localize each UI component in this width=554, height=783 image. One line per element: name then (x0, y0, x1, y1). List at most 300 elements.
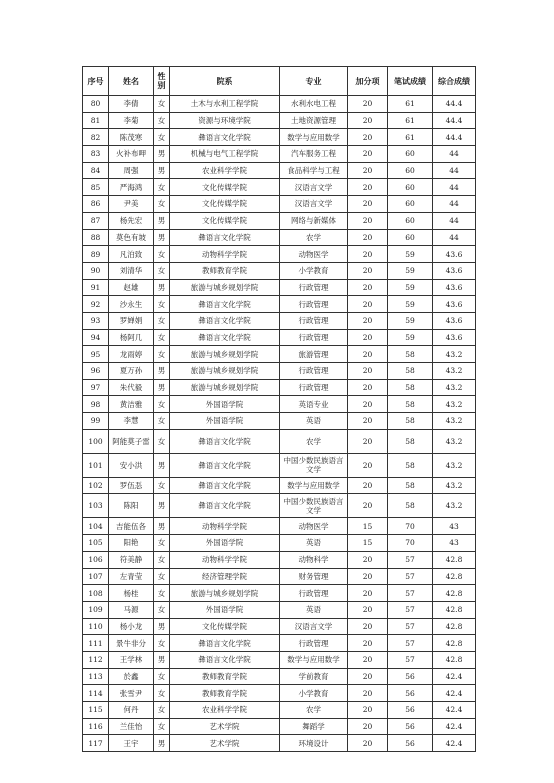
cell-major: 食品科学与工程 (280, 162, 348, 179)
cell-dept: 彝语言文化学院 (170, 429, 280, 453)
cell-no: 113 (83, 668, 109, 685)
cell-total: 43.6 (433, 312, 476, 329)
cell-no: 105 (83, 535, 109, 552)
cell-name: 朱代毅 (109, 379, 154, 396)
cell-name: 陈茂寒 (109, 129, 154, 146)
cell-dept: 艺术学院 (170, 735, 280, 752)
cell-no: 115 (83, 702, 109, 719)
cell-sex: 女 (154, 585, 170, 602)
cell-no: 106 (83, 551, 109, 568)
cell-sex: 男 (154, 735, 170, 752)
cell-sex: 女 (154, 685, 170, 702)
cell-major: 行政管理 (280, 635, 348, 652)
cell-name: 景牛非分 (109, 635, 154, 652)
cell-name: 李倩 (109, 96, 154, 113)
cell-total: 44 (433, 179, 476, 196)
cell-no: 111 (83, 635, 109, 652)
cell-major: 动物医学 (280, 246, 348, 263)
cell-written: 58 (388, 413, 433, 430)
cell-sex: 女 (154, 312, 170, 329)
header-bonus: 加分项 (348, 67, 388, 96)
cell-major: 数学与应用数学 (280, 477, 348, 494)
cell-written: 57 (388, 635, 433, 652)
cell-name: 龙雨婷 (109, 346, 154, 363)
cell-name: 杨阿几 (109, 329, 154, 346)
table-row (83, 618, 476, 635)
cell-total: 43.2 (433, 413, 476, 430)
cell-sex: 女 (154, 296, 170, 313)
cell-bonus: 20 (348, 702, 388, 719)
cell-bonus: 20 (348, 477, 388, 494)
cell-dept: 外国语学院 (170, 413, 280, 430)
cell-sex: 女 (154, 346, 170, 363)
cell-written: 59 (388, 296, 433, 313)
cell-no: 93 (83, 312, 109, 329)
cell-written: 60 (388, 196, 433, 213)
cell-dept: 旅游与城乡规划学院 (170, 279, 280, 296)
cell-major: 汉语言文学 (280, 179, 348, 196)
cell-total: 43.2 (433, 363, 476, 380)
cell-sex: 男 (154, 212, 170, 229)
cell-bonus: 20 (348, 296, 388, 313)
cell-total: 43.6 (433, 246, 476, 263)
cell-major: 行政管理 (280, 585, 348, 602)
cell-name: 刘清华 (109, 262, 154, 279)
cell-bonus: 20 (348, 129, 388, 146)
cell-no: 86 (83, 196, 109, 213)
cell-major: 行政管理 (280, 296, 348, 313)
cell-written: 70 (388, 535, 433, 552)
cell-total: 42.4 (433, 685, 476, 702)
cell-bonus: 20 (348, 585, 388, 602)
cell-dept: 教师教育学院 (170, 262, 280, 279)
cell-written: 58 (388, 494, 433, 518)
cell-written: 56 (388, 685, 433, 702)
cell-dept: 动物科学学院 (170, 518, 280, 535)
cell-sex: 女 (154, 635, 170, 652)
cell-dept: 彝语言文化学院 (170, 129, 280, 146)
cell-bonus: 20 (348, 429, 388, 453)
cell-bonus: 20 (348, 229, 388, 246)
cell-sex: 女 (154, 551, 170, 568)
header-major: 专业 (280, 67, 348, 96)
header-dept: 院系 (170, 67, 280, 96)
cell-no: 84 (83, 162, 109, 179)
cell-name: 符美静 (109, 551, 154, 568)
header-total: 综合成绩 (433, 67, 476, 96)
cell-no: 85 (83, 179, 109, 196)
cell-bonus: 20 (348, 96, 388, 113)
cell-major: 学前教育 (280, 668, 348, 685)
cell-total: 44.4 (433, 129, 476, 146)
cell-total: 44 (433, 146, 476, 163)
header-no: 序号 (83, 67, 109, 96)
cell-major: 农学 (280, 229, 348, 246)
table-row (83, 668, 476, 685)
table-row (83, 685, 476, 702)
cell-bonus: 20 (348, 601, 388, 618)
cell-dept: 动物科学学院 (170, 551, 280, 568)
cell-bonus: 20 (348, 668, 388, 685)
cell-total: 43.6 (433, 279, 476, 296)
table-row (83, 651, 476, 668)
table-row (83, 279, 476, 296)
table-row (83, 601, 476, 618)
table-row (83, 396, 476, 413)
cell-major: 英语 (280, 601, 348, 618)
cell-bonus: 20 (348, 494, 388, 518)
cell-bonus: 20 (348, 685, 388, 702)
cell-dept: 文化传媒学院 (170, 212, 280, 229)
cell-bonus: 20 (348, 718, 388, 735)
header-row (83, 67, 476, 96)
cell-bonus: 20 (348, 735, 388, 752)
cell-written: 60 (388, 179, 433, 196)
cell-name: 尹美 (109, 196, 154, 213)
cell-bonus: 20 (348, 635, 388, 652)
cell-bonus: 20 (348, 363, 388, 380)
table-row (83, 413, 476, 430)
cell-no: 101 (83, 453, 109, 477)
table-row (83, 735, 476, 752)
cell-total: 43.2 (433, 477, 476, 494)
table-row (83, 494, 476, 518)
cell-sex: 女 (154, 196, 170, 213)
cell-major: 农学 (280, 429, 348, 453)
cell-major: 财务管理 (280, 568, 348, 585)
cell-written: 58 (388, 429, 433, 453)
table-body (83, 96, 476, 752)
cell-no: 95 (83, 346, 109, 363)
cell-name: 左青莹 (109, 568, 154, 585)
cell-written: 57 (388, 568, 433, 585)
cell-major: 汉语言文学 (280, 196, 348, 213)
table-row (83, 518, 476, 535)
cell-sex: 女 (154, 568, 170, 585)
cell-name: 莫色有坡 (109, 229, 154, 246)
cell-bonus: 20 (348, 379, 388, 396)
cell-total: 42.4 (433, 702, 476, 719)
cell-major: 土地资源管理 (280, 112, 348, 129)
cell-total: 43 (433, 535, 476, 552)
cell-major: 行政管理 (280, 312, 348, 329)
table-row (83, 129, 476, 146)
cell-bonus: 20 (348, 551, 388, 568)
cell-sex: 女 (154, 246, 170, 263)
cell-written: 61 (388, 129, 433, 146)
table-row (83, 568, 476, 585)
table-row (83, 262, 476, 279)
cell-total: 44.4 (433, 96, 476, 113)
cell-no: 87 (83, 212, 109, 229)
cell-sex: 女 (154, 702, 170, 719)
cell-major: 水利水电工程 (280, 96, 348, 113)
cell-bonus: 20 (348, 651, 388, 668)
cell-dept: 教师教育学院 (170, 668, 280, 685)
cell-written: 60 (388, 162, 433, 179)
cell-bonus: 20 (348, 196, 388, 213)
cell-dept: 旅游与城乡规划学院 (170, 346, 280, 363)
cell-dept: 彝语言文化学院 (170, 494, 280, 518)
cell-name: 凡泊致 (109, 246, 154, 263)
score-table (82, 66, 476, 752)
cell-dept: 农业科学学院 (170, 162, 280, 179)
cell-no: 108 (83, 585, 109, 602)
cell-dept: 彝语言文化学院 (170, 635, 280, 652)
cell-sex: 男 (154, 651, 170, 668)
cell-no: 102 (83, 477, 109, 494)
cell-sex: 男 (154, 518, 170, 535)
cell-dept: 农业科学学院 (170, 702, 280, 719)
cell-bonus: 20 (348, 212, 388, 229)
cell-sex: 女 (154, 601, 170, 618)
cell-name: 陈阳 (109, 494, 154, 518)
cell-major: 数学与应用数学 (280, 651, 348, 668)
cell-no: 109 (83, 601, 109, 618)
cell-dept: 资源与环境学院 (170, 112, 280, 129)
header-name: 姓名 (109, 67, 154, 96)
header-written: 笔试成绩 (388, 67, 433, 96)
table-row (83, 363, 476, 380)
cell-written: 60 (388, 229, 433, 246)
cell-written: 60 (388, 146, 433, 163)
cell-dept: 旅游与城乡规划学院 (170, 585, 280, 602)
cell-total: 43.2 (433, 379, 476, 396)
cell-no: 107 (83, 568, 109, 585)
cell-sex: 女 (154, 718, 170, 735)
cell-bonus: 20 (348, 413, 388, 430)
cell-total: 44.4 (433, 112, 476, 129)
cell-dept: 文化传媒学院 (170, 179, 280, 196)
cell-no: 103 (83, 494, 109, 518)
table-row (83, 585, 476, 602)
cell-written: 61 (388, 112, 433, 129)
cell-major: 网络与新媒体 (280, 212, 348, 229)
table-header (83, 67, 476, 96)
cell-total: 44 (433, 212, 476, 229)
table-row (83, 146, 476, 163)
cell-sex: 女 (154, 262, 170, 279)
cell-total: 43.6 (433, 329, 476, 346)
cell-no: 112 (83, 651, 109, 668)
table-row (83, 346, 476, 363)
cell-written: 56 (388, 702, 433, 719)
cell-dept: 旅游与城乡规划学院 (170, 379, 280, 396)
cell-dept: 彝语言文化学院 (170, 296, 280, 313)
cell-written: 59 (388, 279, 433, 296)
cell-written: 59 (388, 312, 433, 329)
cell-written: 58 (388, 477, 433, 494)
cell-major: 行政管理 (280, 379, 348, 396)
table-row (83, 96, 476, 113)
cell-written: 56 (388, 668, 433, 685)
cell-sex: 男 (154, 146, 170, 163)
cell-name: 於鑫 (109, 668, 154, 685)
cell-name: 阿能莫子雷 (109, 429, 154, 453)
cell-name: 周强 (109, 162, 154, 179)
cell-bonus: 15 (348, 535, 388, 552)
table-row (83, 477, 476, 494)
cell-bonus: 20 (348, 312, 388, 329)
cell-name: 兰佳怡 (109, 718, 154, 735)
cell-dept: 彝语言文化学院 (170, 229, 280, 246)
cell-bonus: 20 (348, 346, 388, 363)
table-row (83, 329, 476, 346)
cell-name: 夏万孙 (109, 363, 154, 380)
cell-sex: 女 (154, 329, 170, 346)
cell-dept: 土木与水利工程学院 (170, 96, 280, 113)
cell-no: 100 (83, 429, 109, 453)
table-row (83, 196, 476, 213)
cell-bonus: 20 (348, 329, 388, 346)
cell-total: 42.8 (433, 635, 476, 652)
cell-name: 罗伍忢 (109, 477, 154, 494)
cell-major: 数学与应用数学 (280, 129, 348, 146)
table-row (83, 179, 476, 196)
cell-dept: 教师教育学院 (170, 685, 280, 702)
cell-total: 42.8 (433, 601, 476, 618)
cell-no: 91 (83, 279, 109, 296)
cell-total: 43.6 (433, 262, 476, 279)
cell-written: 70 (388, 518, 433, 535)
cell-name: 马源 (109, 601, 154, 618)
cell-sex: 女 (154, 413, 170, 430)
cell-dept: 彝语言文化学院 (170, 477, 280, 494)
cell-dept: 彝语言文化学院 (170, 329, 280, 346)
cell-no: 89 (83, 246, 109, 263)
cell-name: 杨小龙 (109, 618, 154, 635)
cell-major: 舞蹈学 (280, 718, 348, 735)
cell-bonus: 20 (348, 262, 388, 279)
cell-no: 99 (83, 413, 109, 430)
cell-sex: 女 (154, 535, 170, 552)
cell-dept: 外国语学院 (170, 396, 280, 413)
cell-name: 王宇 (109, 735, 154, 752)
cell-total: 42.4 (433, 718, 476, 735)
table-row (83, 535, 476, 552)
cell-total: 43.2 (433, 346, 476, 363)
cell-no: 80 (83, 96, 109, 113)
cell-name: 杨先宏 (109, 212, 154, 229)
cell-dept: 动物科学学院 (170, 246, 280, 263)
cell-dept: 外国语学院 (170, 601, 280, 618)
cell-total: 42.8 (433, 585, 476, 602)
table-row (83, 212, 476, 229)
cell-total: 43.2 (433, 396, 476, 413)
cell-name: 杨桂 (109, 585, 154, 602)
cell-total: 43 (433, 518, 476, 535)
cell-written: 58 (388, 396, 433, 413)
table-row (83, 551, 476, 568)
cell-no: 97 (83, 379, 109, 396)
cell-major: 旅游管理 (280, 346, 348, 363)
cell-major: 小学教育 (280, 685, 348, 702)
cell-sex: 女 (154, 429, 170, 453)
cell-bonus: 20 (348, 246, 388, 263)
cell-bonus: 20 (348, 112, 388, 129)
cell-no: 104 (83, 518, 109, 535)
cell-name: 李慧 (109, 413, 154, 430)
cell-major: 小学教育 (280, 262, 348, 279)
cell-name: 吉能伍各 (109, 518, 154, 535)
cell-no: 92 (83, 296, 109, 313)
cell-bonus: 20 (348, 279, 388, 296)
cell-total: 43.6 (433, 296, 476, 313)
cell-total: 44 (433, 229, 476, 246)
table-row (83, 246, 476, 263)
cell-name: 李菊 (109, 112, 154, 129)
cell-bonus: 20 (348, 162, 388, 179)
cell-written: 57 (388, 618, 433, 635)
cell-written: 57 (388, 551, 433, 568)
cell-major: 动物医学 (280, 518, 348, 535)
table-row (83, 162, 476, 179)
cell-name: 王学林 (109, 651, 154, 668)
table-row (83, 429, 476, 453)
cell-major: 中国少数民族语言文学 (280, 453, 348, 477)
cell-name: 赵雄 (109, 279, 154, 296)
cell-major: 行政管理 (280, 363, 348, 380)
cell-sex: 女 (154, 179, 170, 196)
cell-written: 59 (388, 246, 433, 263)
cell-major: 动物科学 (280, 551, 348, 568)
cell-major: 英语 (280, 535, 348, 552)
cell-no: 98 (83, 396, 109, 413)
cell-sex: 女 (154, 112, 170, 129)
cell-name: 火补布呷 (109, 146, 154, 163)
cell-sex: 男 (154, 279, 170, 296)
cell-bonus: 20 (348, 618, 388, 635)
cell-no: 114 (83, 685, 109, 702)
cell-total: 42.8 (433, 551, 476, 568)
cell-bonus: 15 (348, 518, 388, 535)
cell-bonus: 20 (348, 568, 388, 585)
cell-written: 56 (388, 718, 433, 735)
cell-written: 61 (388, 96, 433, 113)
cell-no: 110 (83, 618, 109, 635)
cell-sex: 男 (154, 453, 170, 477)
cell-dept: 彝语言文化学院 (170, 651, 280, 668)
cell-sex: 女 (154, 96, 170, 113)
cell-written: 57 (388, 585, 433, 602)
cell-sex: 女 (154, 477, 170, 494)
cell-total: 44 (433, 196, 476, 213)
cell-name: 黄洁雅 (109, 396, 154, 413)
cell-major: 行政管理 (280, 279, 348, 296)
cell-sex: 男 (154, 363, 170, 380)
cell-dept: 外国语学院 (170, 535, 280, 552)
cell-total: 42.8 (433, 568, 476, 585)
cell-dept: 文化传媒学院 (170, 196, 280, 213)
cell-bonus: 20 (348, 453, 388, 477)
cell-bonus: 20 (348, 179, 388, 196)
cell-name: 安小洪 (109, 453, 154, 477)
cell-no: 117 (83, 735, 109, 752)
table-row (83, 453, 476, 477)
cell-written: 59 (388, 329, 433, 346)
cell-name: 严海鸿 (109, 179, 154, 196)
cell-major: 汽车服务工程 (280, 146, 348, 163)
cell-written: 58 (388, 346, 433, 363)
cell-dept: 机械与电气工程学院 (170, 146, 280, 163)
cell-no: 81 (83, 112, 109, 129)
cell-name: 罗婵娟 (109, 312, 154, 329)
cell-no: 94 (83, 329, 109, 346)
cell-name: 阳艳 (109, 535, 154, 552)
cell-dept: 旅游与城乡规划学院 (170, 363, 280, 380)
cell-dept: 彝语言文化学院 (170, 453, 280, 477)
table-row (83, 635, 476, 652)
